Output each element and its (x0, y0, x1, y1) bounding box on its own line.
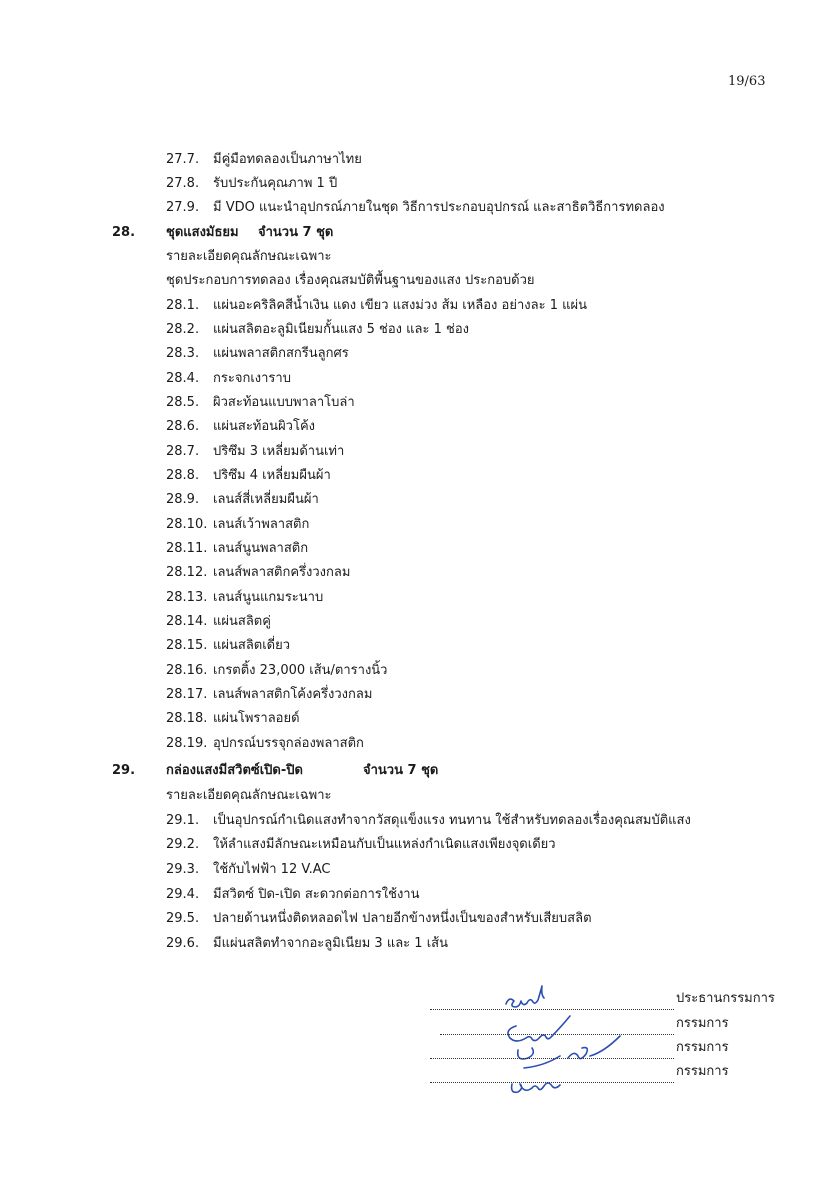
item-text: ให้ลำแสงมีลักษณะเหมือนกับเป็นแหล่งกำเนิดแสงเพียงจุดเดียว (213, 837, 556, 852)
item-number: 29.4. (166, 887, 200, 902)
item-text: ผิวสะท้อนแบบพาลาโบล่า (213, 395, 355, 410)
item-text: เลนส์สี่เหลี่ยมผืนผ้า (213, 492, 319, 507)
item-number: 28.13. (166, 590, 208, 605)
item-text: รับประกันคุณภาพ 1 ปี (213, 176, 338, 191)
item-number: 28.3. (166, 346, 200, 361)
item-text: อุปกรณ์บรรจุกล่องพลาสติก (213, 736, 364, 751)
item-text: แผ่นสลิตคู่ (213, 614, 271, 629)
signatory-role: ประธานกรรมการ (676, 991, 775, 1006)
item-text: มีสวิตซ์ ปิด-เปิด สะดวกต่อการใช้งาน (213, 887, 420, 902)
item-text: ปลายด้านหนึ่งติดหลอดไฟ ปลายอีกข้างหนึ่งเป็นของสำหรับเสียบสลิต (213, 911, 592, 926)
item-text: กระจกเงาราบ (213, 371, 291, 386)
dotted-line (440, 1020, 674, 1035)
item-number: 28.9. (166, 492, 200, 507)
signature-line (430, 1061, 729, 1083)
signature-line (440, 1013, 729, 1035)
item-text: มี VDO แนะนำอุปกรณ์ภายในชุด วิธีการประกอบอุปกรณ์ และสาธิตวิธีการทดลอง (213, 200, 665, 215)
section-number: 29. (112, 763, 136, 778)
item-text: แผ่นสลิตเดี่ยว (213, 638, 291, 653)
dotted-line (430, 995, 674, 1010)
section-title: กล่องแสงมีสวิตซ์เปิด-ปิด (166, 763, 303, 778)
item-number: 29.3. (166, 862, 200, 877)
item-number: 28.7. (166, 444, 200, 459)
item-number: 27.7. (166, 152, 200, 167)
page-number: 19/63 (728, 74, 766, 89)
item-text: ปริซึม 4 เหลี่ยมผืนผ้า (213, 468, 331, 483)
item-text: มีคู่มือทดลองเป็นภาษาไทย (213, 152, 362, 167)
signatory-role: กรรมการ (676, 1040, 729, 1055)
item-text: ใช้กับไฟฟ้า 12 V.AC (213, 862, 331, 877)
item-number: 28.6. (166, 419, 200, 434)
section-quantity: จำนวน 7 ชุด (258, 225, 334, 240)
item-text: เลนส์เว้าพลาสติก (213, 517, 310, 532)
item-text: เลนส์พลาสติกครึ่งวงกลม (213, 565, 351, 580)
item-number: 29.6. (166, 936, 200, 951)
item-text: เกรตติ้ง 23,000 เส้น/ตารางนิ้ว (213, 663, 388, 678)
dotted-line (430, 1068, 674, 1083)
item-number: 28.8. (166, 468, 200, 483)
item-text: เลนส์นูนแกมระนาบ (213, 590, 324, 605)
item-number: 28.10. (166, 517, 208, 532)
item-text: แผ่นโพราลอยด์ (213, 711, 300, 726)
item-number: 29.5. (166, 911, 200, 926)
item-number: 27.8. (166, 176, 200, 191)
signature-line (430, 988, 775, 1010)
item-text: ปริซึม 3 เหลี่ยมด้านเท่า (213, 444, 345, 459)
section-title: ชุดแสงมัธยม (166, 225, 239, 240)
item-number: 28.18. (166, 711, 208, 726)
item-number: 28.19. (166, 736, 208, 751)
item-number: 28.2. (166, 322, 200, 337)
signature-line (430, 1037, 729, 1059)
item-number: 28.1. (166, 298, 200, 313)
signatory-role: กรรมการ (676, 1064, 729, 1079)
item-text: แผ่นสลิตอะลูมิเนียมกั้นแสง 5 ช่อง และ 1 ช่อง (213, 322, 469, 337)
item-text: เลนส์พลาสติกโค้งครึ่งวงกลม (213, 687, 373, 702)
item-text: แผ่นอะคริลิคสีน้ำเงิน แดง เขียว แสงม่วง ส้ม เหลือง อย่างละ 1 แผ่น (213, 298, 587, 313)
section-quantity: จำนวน 7 ชุด (363, 763, 439, 778)
item-number: 28.16. (166, 663, 208, 678)
item-number: 27.9. (166, 200, 200, 215)
item-number: 29.1. (166, 813, 200, 828)
item-number: 28.17. (166, 687, 208, 702)
item-number: 28.15. (166, 638, 208, 653)
item-text: เลนส์นูนพลาสติก (213, 541, 309, 556)
section-number: 28. (112, 225, 136, 240)
item-text: แผ่นพลาสติกสกรีนลูกศร (213, 346, 349, 361)
signatory-role: กรรมการ (676, 1016, 729, 1031)
dotted-line (430, 1044, 674, 1059)
item-text: เป็นอุปกรณ์กำเนิดแสงทำจากวัสดุแข็งแรง ทนทาน ใช้สำหรับทดลองเรื่องคุณสมบัติแสง (213, 813, 691, 828)
item-number: 28.11. (166, 541, 208, 556)
item-text: มีแผ่นสลิตทำจากอะลูมิเนียม 3 และ 1 เส้น (213, 936, 448, 951)
item-number: 28.12. (166, 565, 208, 580)
item-number: 28.4. (166, 371, 200, 386)
item-number: 28.14. (166, 614, 208, 629)
item-number: 28.5. (166, 395, 200, 410)
item-text: แผ่นสะท้อนผิวโค้ง (213, 419, 316, 434)
item-number: 29.2. (166, 837, 200, 852)
